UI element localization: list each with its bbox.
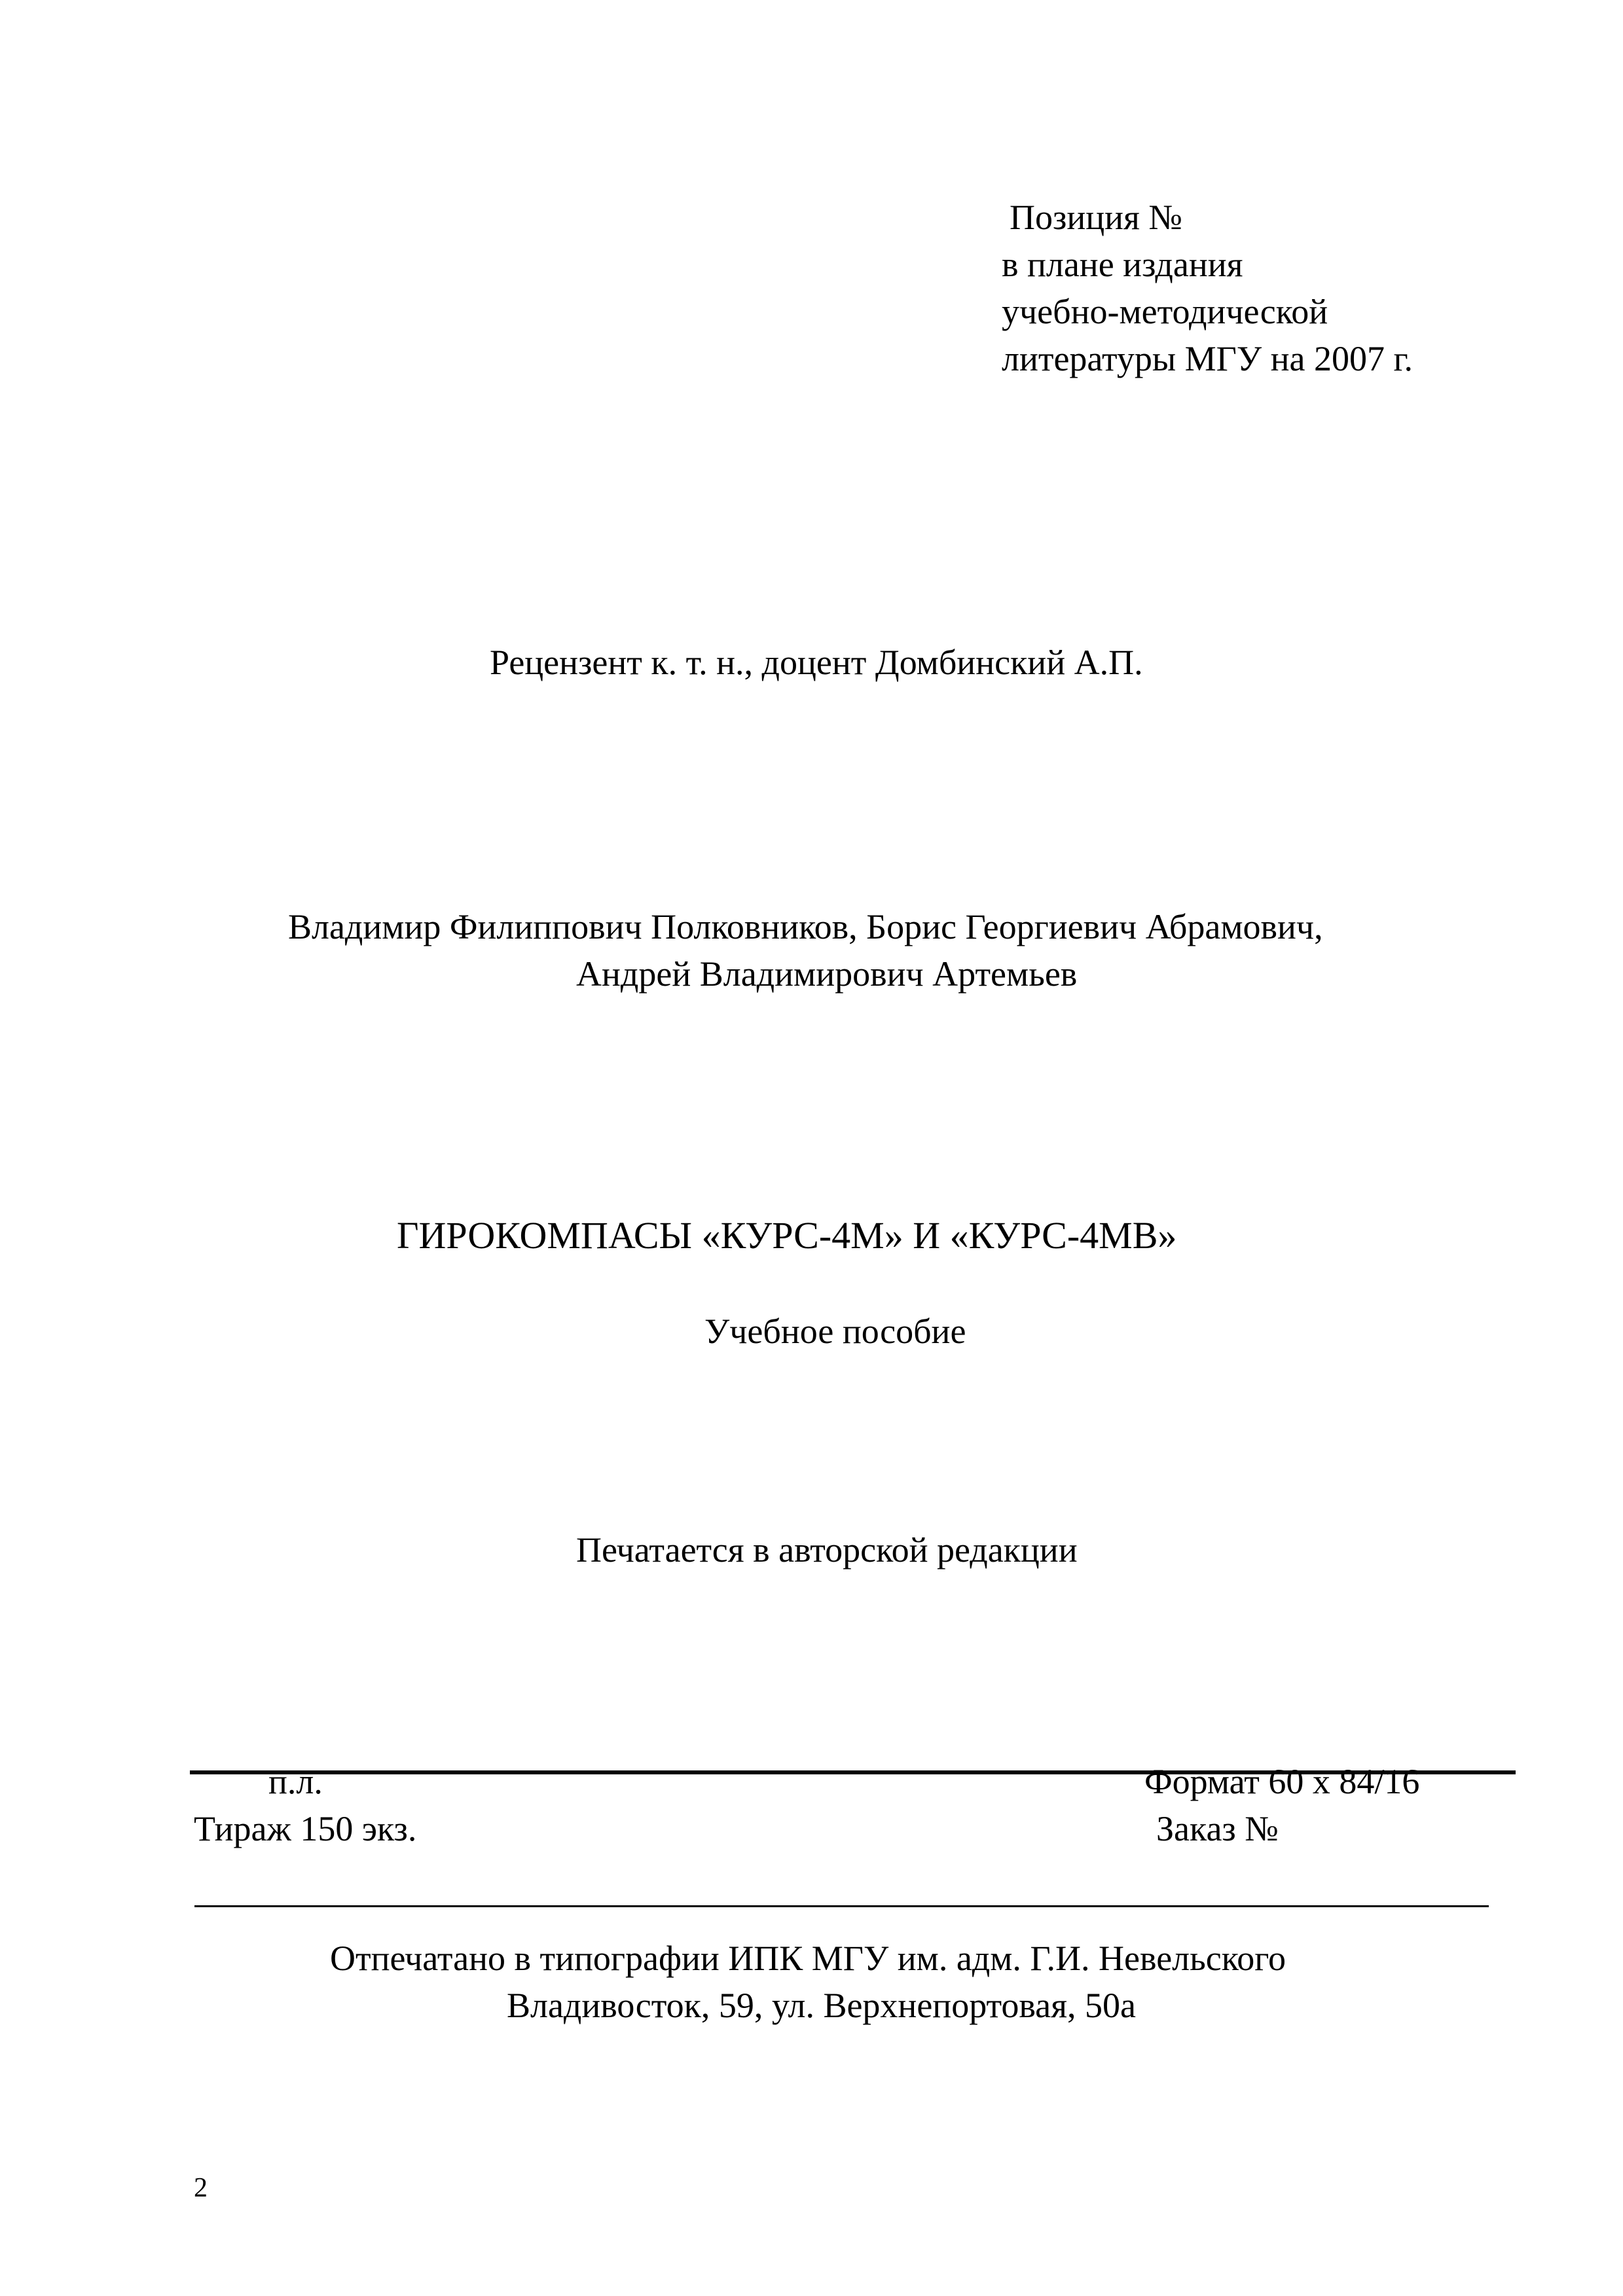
authors-line-2: Андрей Владимирович Артемьев	[576, 954, 1078, 994]
printer-line-2: Владивосток, 59, ул. Верхнепортовая, 50а	[507, 1986, 1136, 2025]
plan-position-line: Позиция №	[1010, 198, 1182, 237]
imprint-bottom-rule	[194, 1905, 1489, 1907]
page-number: 2	[194, 2173, 208, 2203]
book-title: ГИРОКОМПАСЫ «КУРС-4М» И «КУРС-4МВ»	[397, 1214, 1177, 1257]
plan-position-line: литературы МГУ на 2007 г.	[1002, 339, 1413, 378]
imprint-print-run: Тираж 150 экз.	[194, 1809, 417, 1848]
reviewer-line: Рецензент к. т. н., доцент Домбинский А.П.	[490, 643, 1143, 682]
book-subtitle: Учебное пособие	[704, 1312, 966, 1351]
plan-position-line: в плане издания	[1002, 245, 1243, 284]
imprint-format: Формат 60 x 84/16	[1144, 1762, 1420, 1801]
plan-position-line: учебно-методической	[1002, 292, 1328, 331]
imprint-order: Заказ №	[1156, 1809, 1279, 1848]
authors-line-1: Владимир Филиппович Полковников, Борис Георгиевич Абрамович,	[288, 907, 1323, 946]
edition-note: Печатается в авторской редакции	[576, 1530, 1078, 1570]
imprint-sheets: п.л.	[268, 1762, 323, 1801]
plan-position-block	[1002, 194, 1413, 382]
printer-line-1: Отпечатано в типографии ИПК МГУ им. адм. Г.И. Невельского	[330, 1939, 1286, 1978]
